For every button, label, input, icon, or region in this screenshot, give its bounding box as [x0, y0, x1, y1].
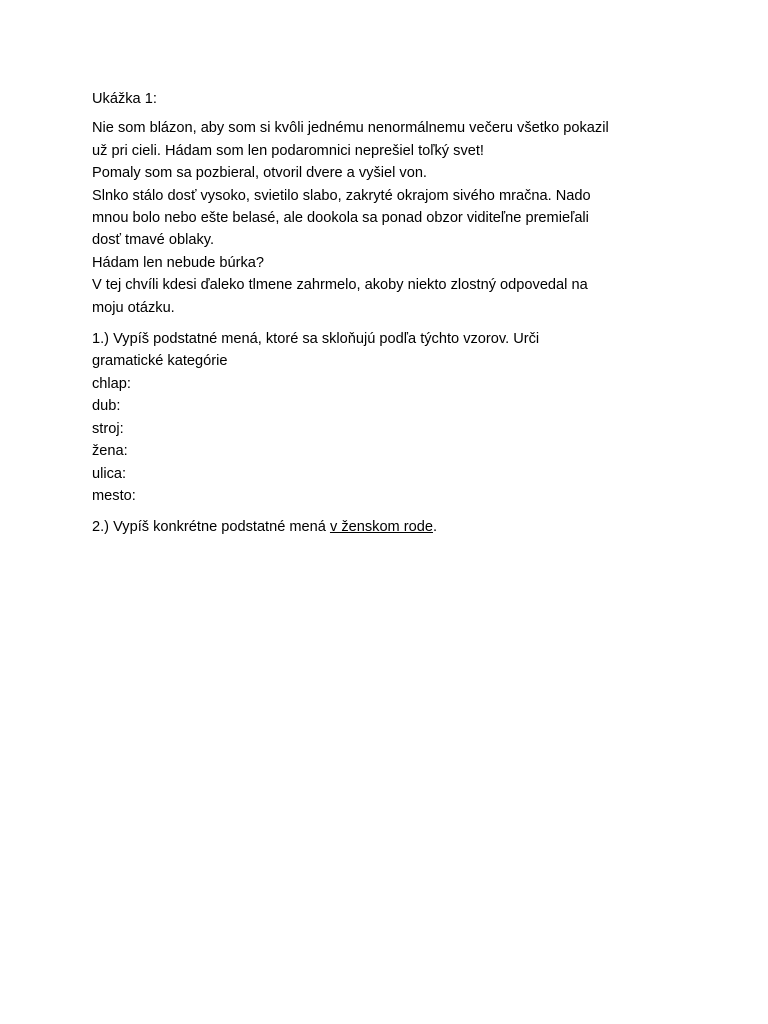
- passage-line: V tej chvíli kdesi ďaleko tlmene zahrmelo, akoby niekto zlostný odpovedal na: [92, 277, 588, 294]
- passage-line: Slnko stálo dosť vysoko, svietilo slabo, zakryté okrajom sivého mračna. Nado: [92, 187, 591, 204]
- passage-line: mnou bolo nebo ešte belasé, ale dookola sa ponad obzor viditeľne premieľali: [92, 210, 589, 227]
- spacer: [92, 319, 692, 328]
- pattern-mesto: mesto:: [92, 487, 136, 504]
- pattern-chlap: chlap:: [92, 375, 131, 392]
- passage-line: Pomaly som sa pozbieral, otvoril dvere a vyšiel von.: [92, 165, 427, 182]
- spacer: [92, 110, 692, 117]
- task-1-instruction-cont: gramatické kategórie: [92, 353, 228, 370]
- passage-line: Nie som blázon, aby som si kvôli jednému nenormálnemu večeru všetko pokazil: [92, 120, 609, 137]
- pattern-stroj: stroj:: [92, 420, 124, 437]
- document-page: [92, 88, 692, 539]
- passage-line: moju otázku.: [92, 299, 175, 316]
- task-1: [92, 328, 692, 507]
- passage-line: už pri cieli. Hádam som len podaromnici neprešiel toľký svet!: [92, 142, 484, 159]
- task-2-prefix: 2.) Vypíš konkrétne podstatné mená: [92, 519, 330, 536]
- pattern-zena: žena:: [92, 443, 128, 460]
- passage-line: dosť tmavé oblaky.: [92, 232, 215, 249]
- task-2-underlined: v ženskom rode: [329, 519, 433, 536]
- pattern-dub: dub:: [92, 398, 121, 415]
- pattern-ulica: ulica:: [92, 465, 127, 482]
- spacer: [92, 507, 692, 516]
- task-2-instruction: [92, 516, 692, 538]
- sample-passage: [92, 117, 692, 319]
- task-2-suffix: .: [432, 519, 438, 536]
- passage-line: Hádam len nebude búrka?: [92, 254, 265, 271]
- sample-heading: Ukážka 1:: [92, 91, 157, 107]
- task-1-instruction: 1.) Vypíš podstatné mená, ktoré sa skloňujú podľa týchto vzorov. Urči: [92, 331, 540, 348]
